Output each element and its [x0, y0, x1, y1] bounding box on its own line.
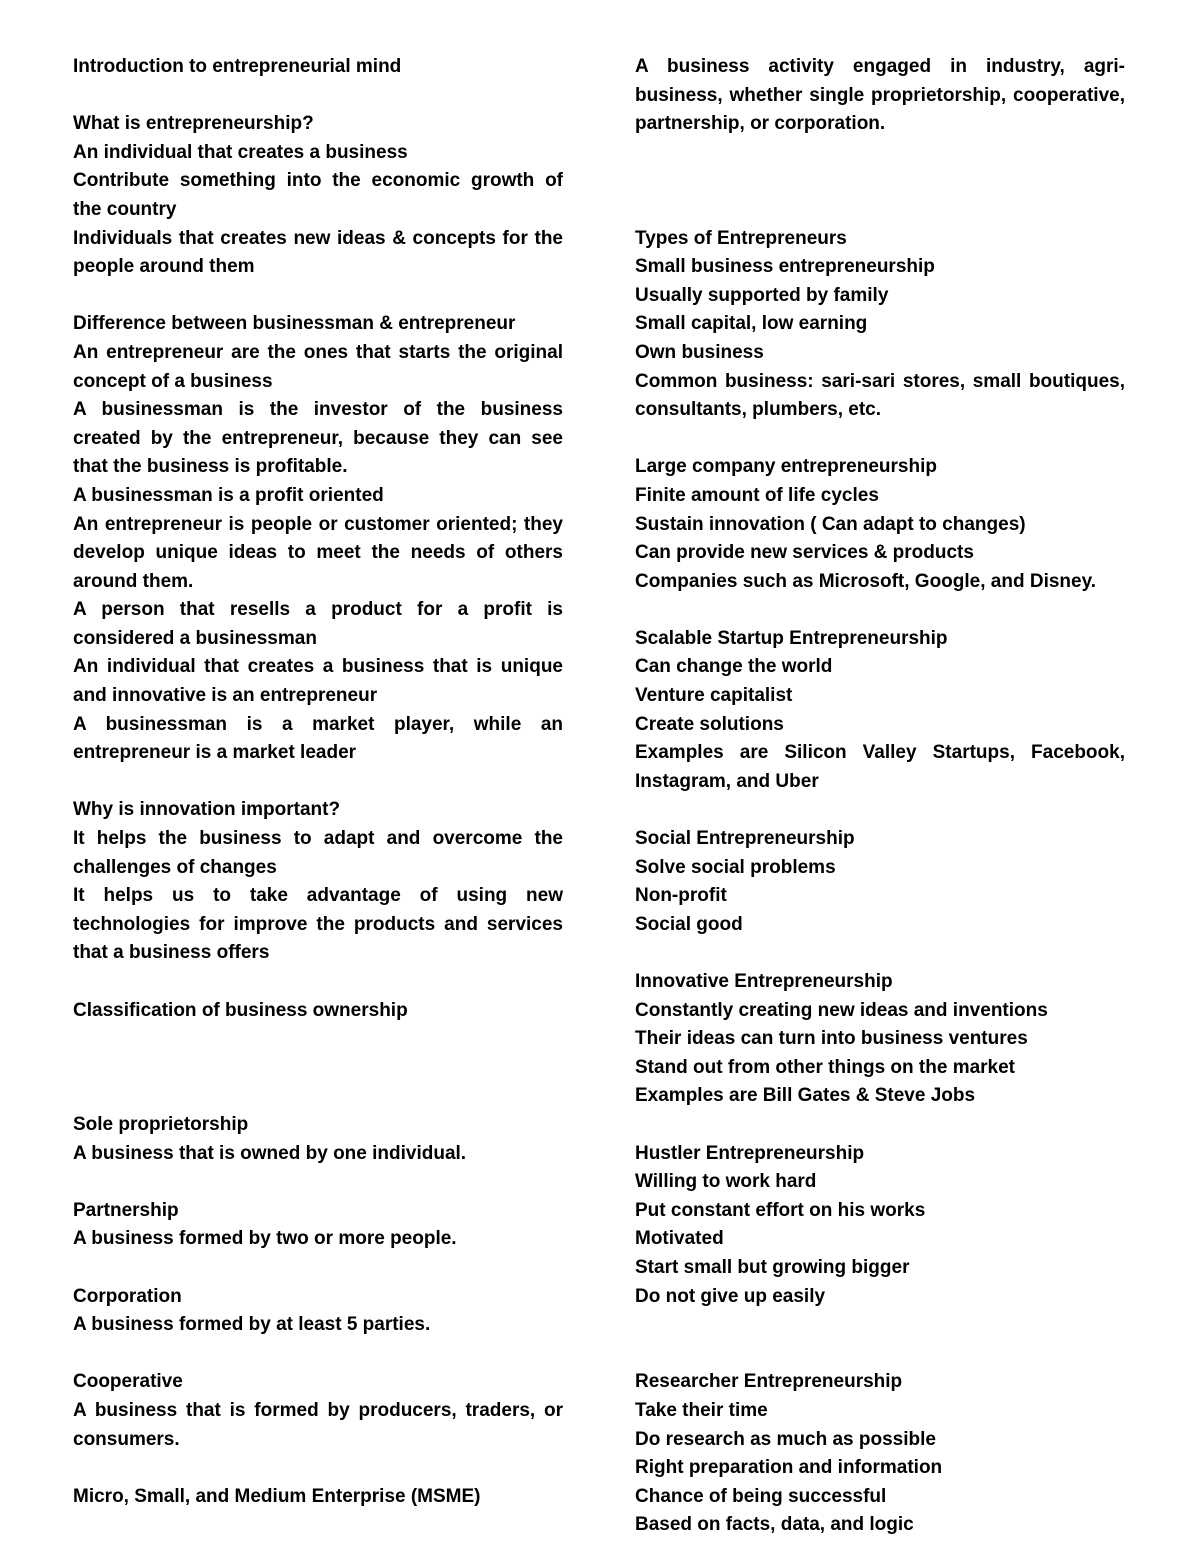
left-column — [73, 53, 563, 1511]
text-paragraph: Classification of business ownership — [73, 999, 408, 1021]
blank-line — [73, 1454, 563, 1483]
blank-line — [635, 1340, 1125, 1369]
text-paragraph: Finite amount of life cycles — [635, 484, 879, 506]
right-column — [635, 53, 1125, 1540]
text-paragraph: Sole proprietorship — [73, 1113, 249, 1135]
text-paragraph: Solve social problems — [635, 856, 836, 878]
blank-line — [73, 1082, 563, 1111]
text-paragraph: Cooperative — [73, 1371, 183, 1393]
text-paragraph: Difference between businessman & entrepreneur — [73, 313, 516, 335]
text-paragraph: Partnership — [73, 1199, 179, 1221]
text-paragraph: Types of Entrepreneurs — [635, 227, 847, 249]
text-paragraph: Individuals that creates new ideas & concepts for the people around them — [73, 227, 563, 278]
text-paragraph: Put constant effort on his works — [635, 1199, 926, 1221]
text-paragraph: Hustler Entrepreneurship — [635, 1142, 865, 1164]
text-paragraph: Do research as much as possible — [635, 1428, 936, 1450]
blank-line — [635, 425, 1125, 454]
text-paragraph: An entrepreneur is people or customer oriented; they develop unique ideas to meet the needs of others around them. — [73, 513, 563, 592]
blank-line — [73, 1340, 563, 1369]
text-paragraph: Examples are Silicon Valley Startups, Facebook, Instagram, and Uber — [635, 742, 1125, 792]
text-paragraph: An individual that creates a business that is unique and innovative is an entrepreneur — [73, 656, 563, 707]
text-paragraph: Do not give up easily — [635, 1285, 826, 1307]
text-paragraph: Social Entrepreneurship — [635, 828, 855, 850]
text-paragraph: A person that resells a product for a profit is considered a businessman — [73, 599, 563, 649]
text-paragraph: Start small but growing bigger — [635, 1256, 910, 1278]
text-paragraph: Why is innovation important? — [73, 799, 341, 821]
text-paragraph: A business that is formed by producers, traders, or consumers. — [73, 1399, 563, 1450]
text-paragraph: An individual that creates a business — [73, 141, 408, 163]
text-paragraph: Scalable Startup Entrepreneurship — [635, 627, 948, 649]
text-paragraph: Venture capitalist — [635, 685, 793, 707]
text-paragraph: Large company entrepreneurship — [635, 456, 937, 478]
text-paragraph: Corporation — [73, 1285, 182, 1307]
text-paragraph: Constantly creating new ideas and inventions — [635, 999, 1048, 1021]
text-paragraph: Can provide new services & products — [635, 542, 974, 564]
text-paragraph: Chance of being successful — [635, 1485, 887, 1507]
blank-line — [73, 282, 563, 311]
text-paragraph: Companies such as Microsoft, Google, and Disney. — [635, 570, 1097, 592]
blank-line — [73, 82, 563, 111]
text-paragraph: Contribute something into the economic growth of the country — [73, 170, 563, 220]
text-paragraph: Non-profit — [635, 885, 727, 907]
blank-line — [73, 1025, 563, 1054]
text-paragraph: Stand out from other things on the market — [635, 1056, 1016, 1078]
text-paragraph: Micro, Small, and Medium Enterprise (MSME) — [73, 1485, 481, 1507]
text-paragraph: Small business entrepreneurship — [635, 256, 935, 278]
blank-line — [73, 1054, 563, 1083]
text-paragraph: Introduction to entrepreneurial mind — [73, 56, 402, 77]
text-paragraph: Examples are Bill Gates & Steve Jobs — [635, 1085, 976, 1107]
text-paragraph: It helps us to take advantage of using new technologies for improve the products and services that a business offers — [73, 885, 563, 964]
blank-line — [73, 968, 563, 997]
blank-line — [635, 1111, 1125, 1140]
text-paragraph: Create solutions — [635, 713, 784, 735]
text-paragraph: Willing to work hard — [635, 1171, 817, 1193]
text-paragraph: Their ideas can turn into business ventures — [635, 1028, 1028, 1050]
text-paragraph: A businessman is the investor of the business created by the entrepreneur, because they can see that the business is profitable. — [73, 399, 563, 478]
text-paragraph: Right preparation and information — [635, 1457, 943, 1479]
text-paragraph: It helps the business to adapt and overcome the challenges of changes — [73, 828, 563, 878]
blank-line — [635, 796, 1125, 825]
text-paragraph: Can change the world — [635, 656, 833, 678]
text-paragraph: An entrepreneur are the ones that starts the original concept of a business — [73, 341, 563, 392]
blank-line — [635, 139, 1125, 168]
text-paragraph: A businessman is a profit oriented — [73, 484, 384, 506]
blank-line — [73, 1168, 563, 1197]
blank-line — [73, 1254, 563, 1283]
text-paragraph: A business formed by two or more people. — [73, 1228, 457, 1250]
text-paragraph: Common business: sari-sari stores, small boutiques, consultants, plumbers, etc. — [635, 370, 1125, 421]
text-paragraph: A business formed by at least 5 parties. — [73, 1314, 431, 1336]
text-paragraph: Researcher Entrepreneurship — [635, 1371, 903, 1393]
text-paragraph: Small capital, low earning — [635, 313, 868, 335]
text-paragraph: Social good — [635, 913, 743, 935]
blank-line — [635, 596, 1125, 625]
text-paragraph: Motivated — [635, 1228, 724, 1250]
text-paragraph: Take their time — [635, 1399, 768, 1421]
blank-line — [73, 768, 563, 797]
text-paragraph: A business that is owned by one individual. — [73, 1142, 467, 1164]
text-paragraph: Usually supported by family — [635, 284, 889, 306]
blank-line — [635, 196, 1125, 225]
blank-line — [635, 939, 1125, 968]
text-paragraph: A business activity engaged in industry, agri-business, whether single proprietorship, cooperative, partnership, or corporation. — [635, 56, 1125, 135]
text-paragraph: A businessman is a market player, while an entrepreneur is a market leader — [73, 713, 563, 764]
text-paragraph: Own business — [635, 341, 764, 363]
text-paragraph: Based on facts, data, and logic — [635, 1514, 914, 1536]
text-paragraph: Sustain innovation ( Can adapt to changes) — [635, 513, 1026, 535]
blank-line — [635, 167, 1125, 196]
text-paragraph: Innovative Entrepreneurship — [635, 971, 893, 992]
text-paragraph: What is entrepreneurship? — [73, 113, 314, 135]
blank-line — [635, 1311, 1125, 1340]
